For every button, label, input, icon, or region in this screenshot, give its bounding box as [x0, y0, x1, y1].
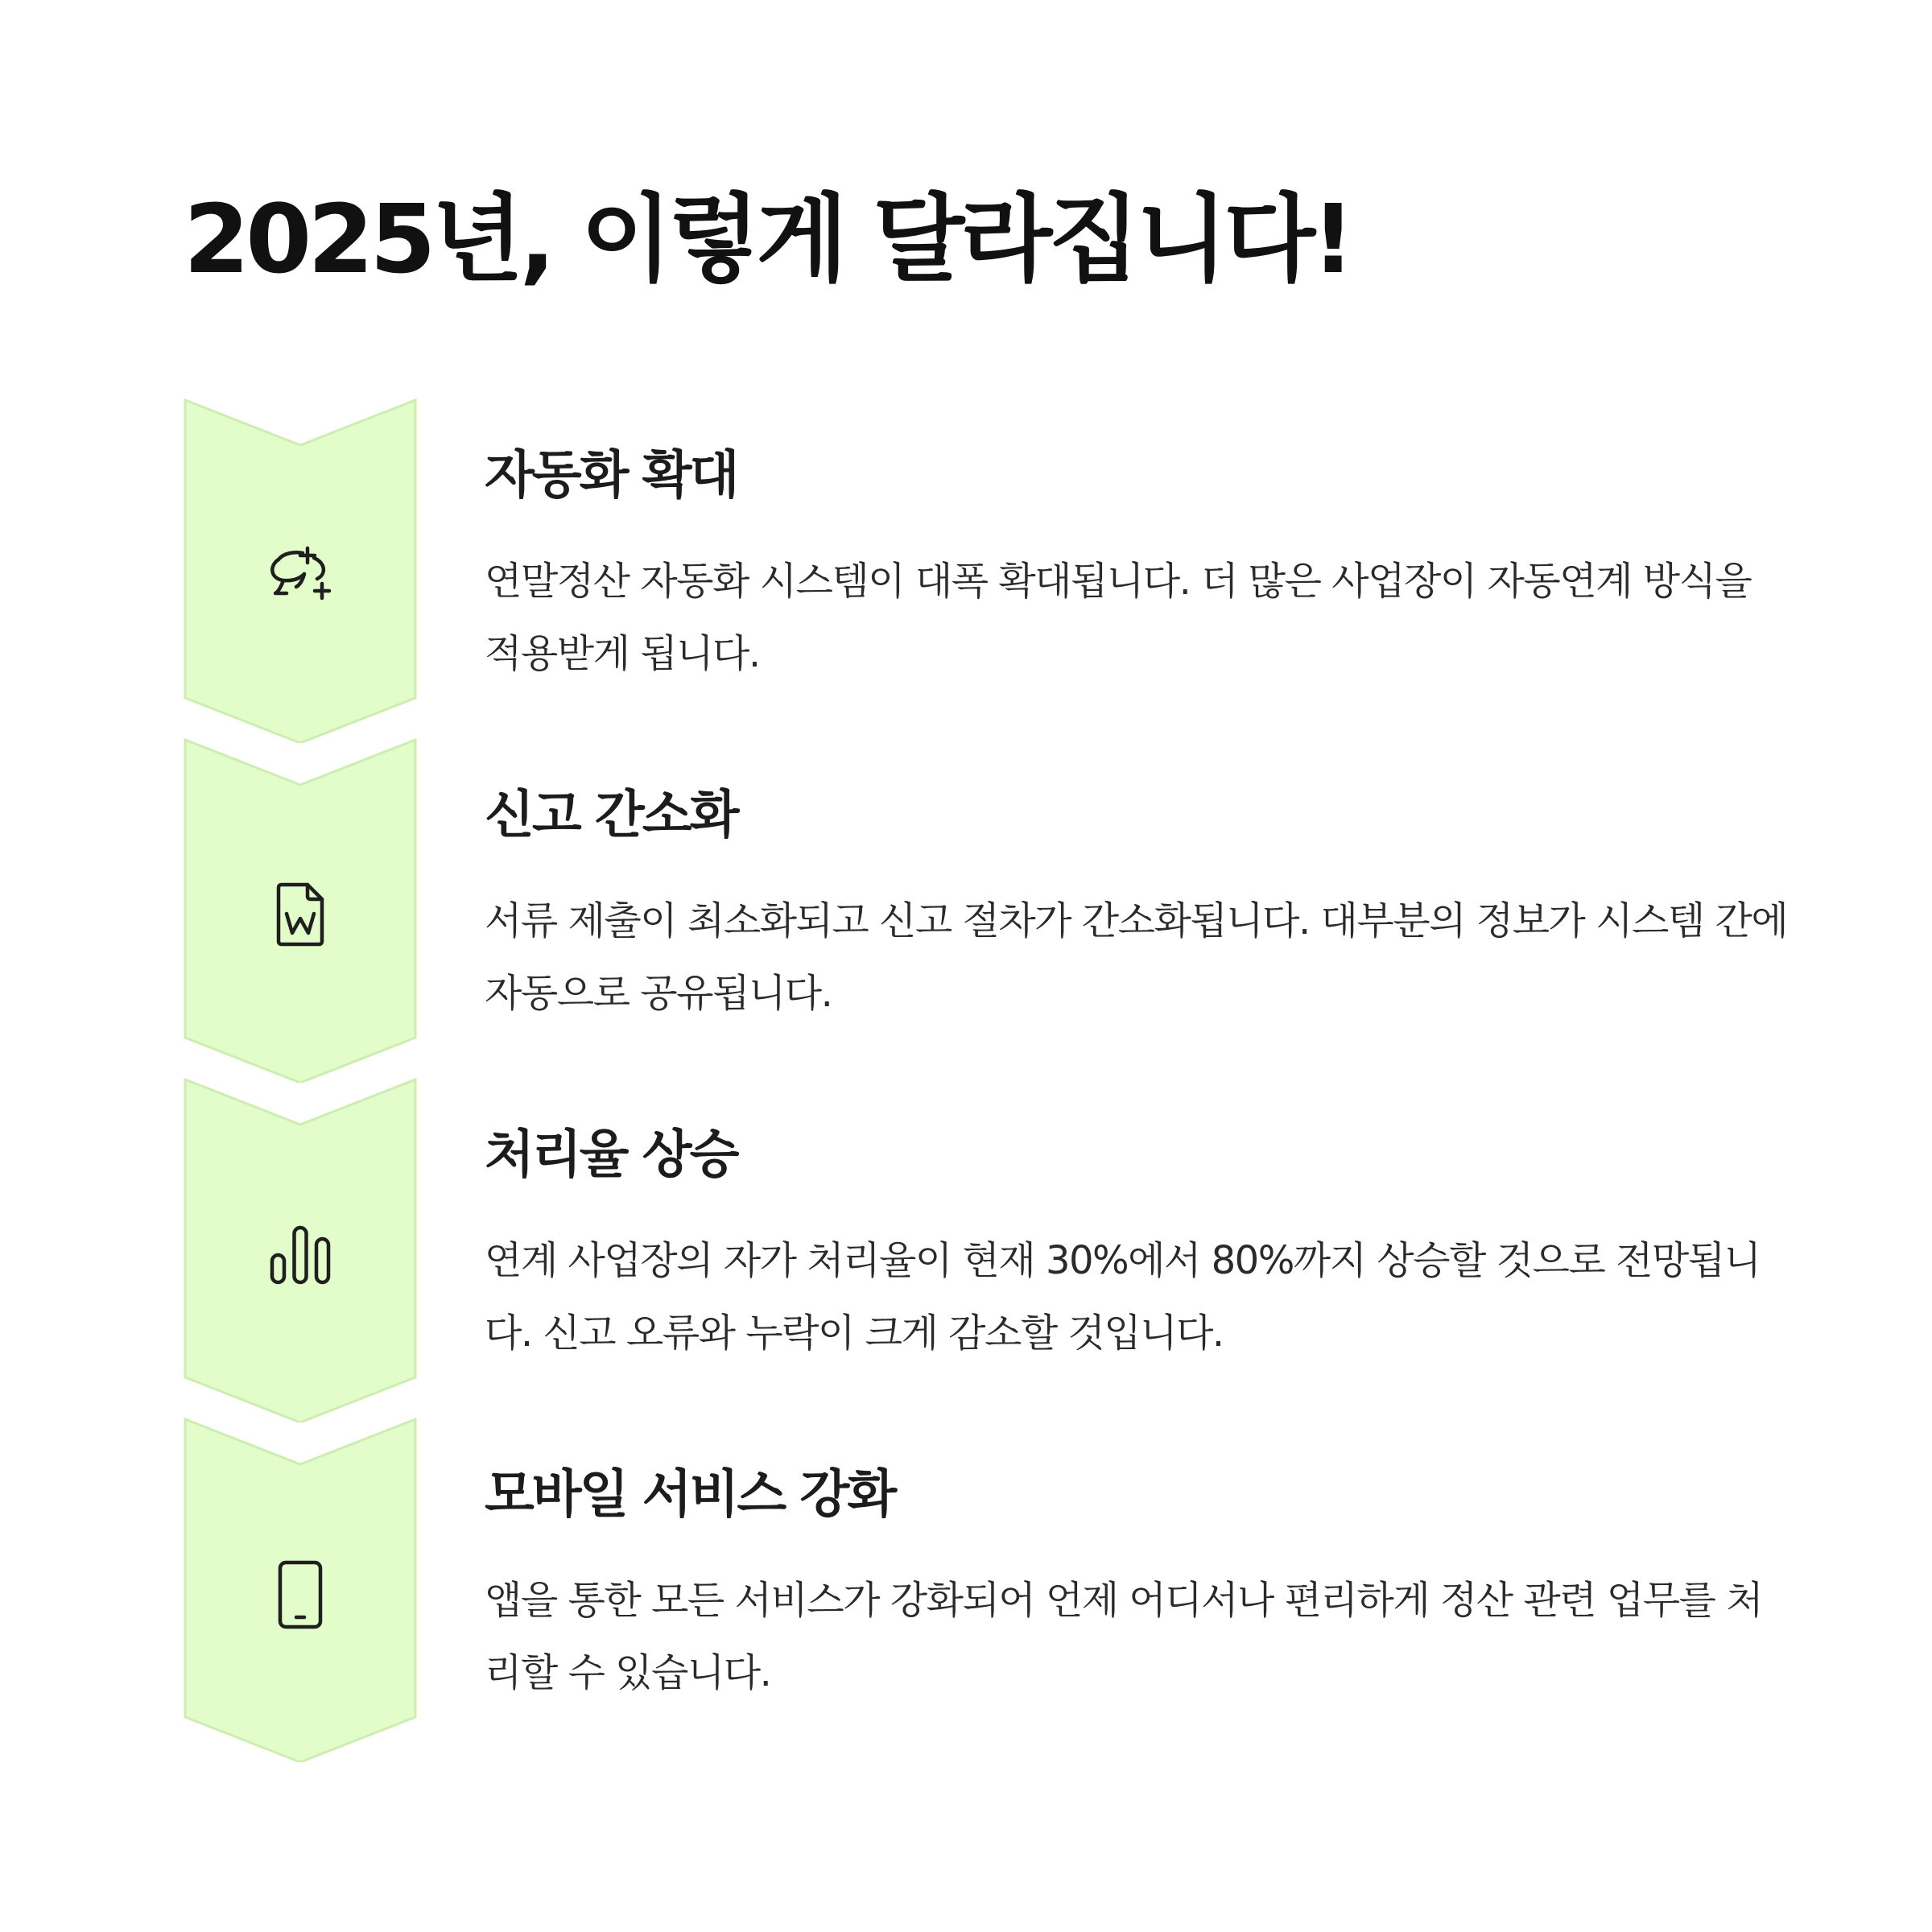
step-description: 연계 사업장의 자가 처리율이 현재 30%에서 80%까지 상승할 것으로 전망됩니다. 신고 오류와 누락이 크게 감소할 것입니다. — [485, 1238, 1761, 1356]
step-description: 앱을 통한 모든 서비스가 강화되어 언제 어디서나 편리하게 정산 관련 업무를 처리할 수 있습니다. — [485, 1578, 1763, 1695]
step-mobile-service — [0, 1418, 1932, 1764]
step-title: 자동화 확대 — [485, 446, 737, 506]
step-automation — [0, 398, 1932, 745]
step-description: 서류 제출이 최소화되고 신고 절차가 간소화됩니다. 대부분의 정보가 시스템 간에 자동으로 공유됩니다. — [485, 898, 1788, 1016]
step-processing-rate — [0, 1078, 1932, 1424]
step-description: 연말정산 자동화 시스템이 대폭 확대됩니다. 더 많은 사업장이 자동연계 방식을 적용받게 됩니다. — [485, 559, 1752, 676]
step-title: 신고 간소화 — [485, 786, 737, 845]
bar-chart-icon — [258, 1212, 343, 1297]
sparkle-plus-icon — [258, 532, 343, 617]
step-simplification — [0, 738, 1932, 1084]
word-document-icon — [258, 872, 343, 957]
step-title: 처리율 상승 — [485, 1125, 737, 1185]
mobile-phone-icon — [258, 1551, 343, 1637]
step-title: 모바일 서비스 강화 — [485, 1465, 895, 1525]
page-title: 2025년, 이렇게 달라집니다! — [184, 184, 1352, 295]
